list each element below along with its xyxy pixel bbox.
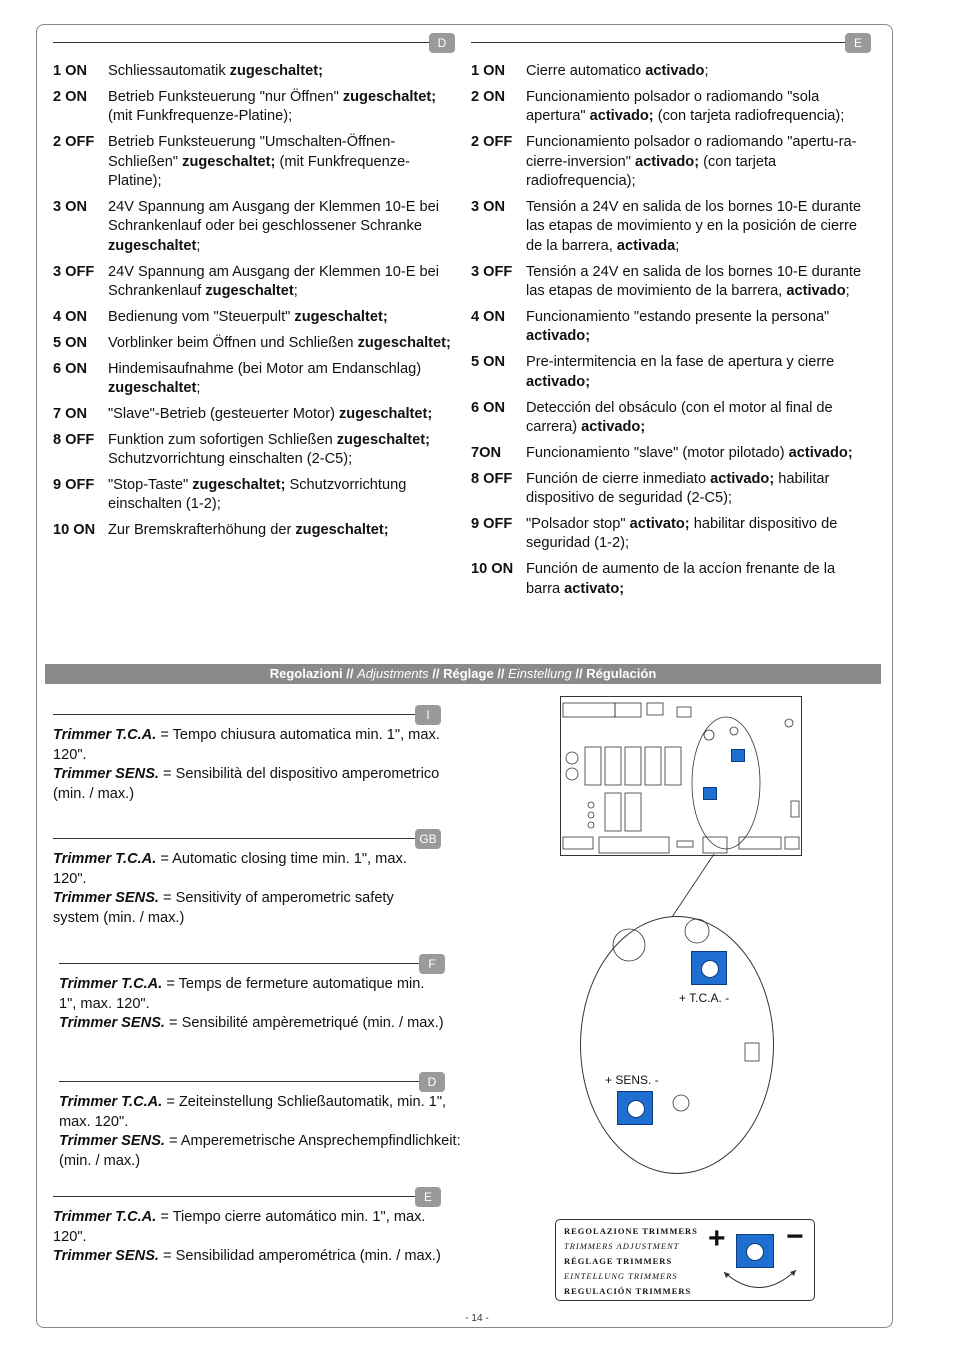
section-header-bar [45, 664, 881, 684]
setting-entry [471, 263, 871, 302]
sens-label: + SENS. - [605, 1073, 659, 1087]
switch-description: Función de aumento de la accíon frenante de la barra activato; [526, 561, 836, 597]
trimmer-block-it [53, 708, 441, 804]
switch-key: 4 ON [471, 308, 506, 325]
switch-description: Funcionamiento "slave" (motor pilotado) activado; [526, 444, 853, 461]
switch-description: 24V Spannung am Ausgang der Klemmen 10-E bei Schrankenlauf zugeschaltet; [108, 263, 440, 300]
plus-sign: + [708, 1222, 726, 1255]
switch-description: Betrieb Funksteuerung "nur Öffnen" zugeschaltet; (mit Funkfrequenze-Platine); [108, 88, 437, 125]
switch-key: 1 ON [53, 63, 88, 79]
trimmer-tca-text: Trimmer T.C.A. = Tiempo cierre automático min. 1", max. 120". [53, 1209, 426, 1245]
bar-text-1: Regolazioni // [269, 666, 358, 681]
switch-description: Schliessautomatik zugeschaltet; [108, 63, 323, 79]
switch-key: 6 ON [471, 399, 506, 416]
switch-description: Zur Bremskrafterhöhung der zugeschaltet; [108, 522, 389, 539]
switch-key: 5 ON [53, 334, 88, 351]
tca-trimmer [691, 951, 727, 985]
trimmer-block-gb [53, 832, 441, 928]
rotation-arrow-icon [720, 1264, 802, 1298]
sens-trimmer [617, 1091, 653, 1125]
section-rule [53, 36, 455, 56]
setting-entry [471, 353, 871, 392]
switch-description: "Polsador stop" activato; habilitar dispositivo de seguridad (1-2); [526, 515, 838, 552]
switch-key: 5 ON [471, 354, 506, 371]
trimmer-tca-text: Trimmer T.C.A. = Tempo chiusura automatica min. 1", max. 120". [53, 727, 440, 763]
trimmer-zoom-detail [580, 916, 774, 1174]
switch-description: 24V Spannung am Ausgang der Klemmen 10-E bei Schrankenlauf oder bei geschlossener Schranke zugeschaltet; [108, 198, 440, 254]
switch-key: 3 OFF [471, 263, 513, 280]
trimmer-sens-text: Trimmer SENS. = Sensitivity of amperometric safety system (min. / max.) [53, 890, 394, 926]
language-tag: D [419, 1072, 445, 1092]
switch-description: Vorblinker beim Öffnen und Schließen zugeschaltet; [108, 334, 451, 351]
setting-entry [53, 360, 455, 399]
switch-key: 3 ON [53, 198, 88, 215]
bar-text-4: Einstellung [508, 666, 572, 681]
board-drawing [561, 697, 803, 857]
trimmer-tca-text: Trimmer T.C.A. = Automatic closing time min. 1", max. 120". [53, 851, 407, 887]
entry-list [471, 62, 871, 599]
entry-list [53, 62, 455, 541]
legend-line: REGOLAZIONE TRIMMERS [564, 1226, 698, 1236]
bar-text-3: // Réglage // [428, 666, 509, 681]
switch-key: 9 OFF [471, 515, 513, 532]
trimmer-sens-text: Trimmer SENS. = Amperemetrische Ansprechempfindlichkeit: (min. / max.) [59, 1133, 461, 1169]
setting-entry [53, 308, 455, 328]
legend-trimmer [736, 1234, 774, 1268]
setting-entry [471, 62, 871, 82]
switch-key: 3 OFF [53, 263, 95, 280]
switch-key: 8 OFF [471, 470, 513, 487]
bar-text-2: Adjustments [357, 666, 429, 681]
language-tag: GB [415, 829, 441, 849]
section-rule [59, 957, 445, 975]
section-rule [59, 1075, 445, 1093]
legend-lines [564, 1224, 698, 1299]
switch-description: Funktion zum sofortigen Schließen zugeschaltet; Schutzvorrichtung einschalten (2-C5); [108, 431, 431, 468]
switch-description: Función de cierre inmediato activado; habilitar dispositivo de seguridad (2-C5); [526, 470, 830, 507]
trimmer-tca-text: Trimmer T.C.A. = Zeiteinstellung Schließautomatik, min. 1", max. 120". [59, 1094, 447, 1130]
legend-line: TRIMMERS ADJUSTMENT [564, 1241, 680, 1251]
bar-text-5: // Régulación [571, 666, 657, 681]
language-tag: D [429, 33, 455, 53]
switch-description: Betrieb Funksteuerung "Umschalten-Öffnen-Schließen" zugeschaltet; (mit Funkfrequenze-Platine); [108, 134, 411, 190]
trimmer-block-fr [59, 957, 445, 1034]
setting-entry [53, 62, 455, 82]
switch-description: Hindemisaufnahme (bei Motor am Endanschlag) zugeschaltet; [108, 360, 422, 397]
switch-description: Tensión a 24V en salida de los bornes 10-E durante las etapas de movimiento y en la posición de cierre de la barrera, activada; [526, 198, 862, 254]
switch-key: 10 ON [53, 522, 96, 539]
switch-key: 8 OFF [53, 431, 95, 448]
legend-line: REGULACIÓN TRIMMERS [564, 1286, 692, 1296]
language-tag: E [415, 1187, 441, 1207]
tca-label: + T.C.A. - [679, 991, 730, 1005]
section-rule [471, 36, 871, 56]
language-tag: I [415, 705, 441, 725]
section-rule [53, 1190, 441, 1208]
trimmer-legend-box [555, 1219, 815, 1301]
page-number: - 14 - [465, 1313, 489, 1324]
trimmer-tca-text: Trimmer T.C.A. = Temps de fermeture automatique min. 1", max. 120". [59, 976, 425, 1012]
switch-key: 1 ON [471, 63, 506, 79]
switch-description: Detección del obsáculo (con el motor al final de carrera) activado; [526, 399, 833, 436]
legend-line: EINTELLUNG TRIMMERS [564, 1271, 678, 1281]
trimmer-sens-text: Trimmer SENS. = Sensibilité ampèremetriqué (min. / max.) [59, 1015, 444, 1031]
language-tag: E [845, 33, 871, 53]
switch-key: 2 ON [471, 88, 506, 105]
setting-entry [471, 308, 871, 347]
setting-entry [471, 560, 871, 599]
switch-key: 2 ON [53, 88, 88, 105]
minus-sign: − [786, 1220, 804, 1253]
trimmer-sens-text: Trimmer SENS. = Sensibilidad amperométrica (min. / max.) [53, 1248, 441, 1264]
switch-description: Funcionamiento polsador o radiomando "sola apertura" activado; (con tarjeta radiofrequencia); [526, 88, 845, 125]
setting-entry [53, 198, 455, 257]
trimmer-block-es [53, 1190, 441, 1267]
switch-key: 7ON [471, 444, 502, 461]
sens-trimmer-small [703, 787, 717, 800]
setting-entry [471, 444, 871, 464]
zoom-drawing [581, 917, 775, 1175]
setting-entry [53, 133, 455, 192]
setting-entry [53, 405, 455, 425]
switch-description: Funcionamiento polsador o radiomando "apertu-ra-cierre-inversion" activado; (con tarjeta radiofrequencia); [526, 134, 857, 190]
dip-switch-list-es [471, 36, 871, 606]
section-rule [53, 708, 441, 726]
setting-entry [53, 431, 455, 470]
switch-description: Cierre automatico activado; [526, 63, 709, 79]
switch-key: 3 ON [471, 198, 506, 215]
dip-switch-list-de [53, 36, 455, 547]
setting-entry [471, 470, 871, 509]
setting-entry [53, 334, 455, 354]
section-rule [53, 832, 441, 850]
language-tag: F [419, 954, 445, 974]
switch-key: 9 OFF [53, 476, 95, 493]
switch-description: Funcionamiento "estando presente la persona" activado; [526, 308, 830, 345]
setting-entry [53, 88, 455, 127]
setting-entry [53, 263, 455, 302]
setting-entry [471, 133, 871, 192]
switch-description: "Slave"-Betrieb (gesteuerter Motor) zugeschaltet; [108, 405, 433, 422]
setting-entry [471, 198, 871, 257]
zoom-connector-line [660, 852, 720, 924]
setting-entry [53, 521, 455, 541]
switch-description: Bedienung vom "Steuerpult" zugeschaltet; [108, 308, 388, 325]
switch-key: 2 OFF [53, 134, 95, 151]
setting-entry [471, 515, 871, 554]
control-board-diagram [560, 696, 802, 856]
switch-key: 2 OFF [471, 134, 513, 151]
setting-entry [53, 476, 455, 515]
switch-key: 4 ON [53, 308, 88, 325]
trimmer-block-de [59, 1075, 463, 1171]
switch-key: 10 ON [471, 561, 514, 578]
trimmer-sens-text: Trimmer SENS. = Sensibilità del dispositivo amperometrico (min. / max.) [53, 766, 440, 802]
switch-key: 7 ON [53, 405, 88, 422]
switch-description: "Stop-Taste" zugeschaltet; Schutzvorrichtung einschalten (1-2); [108, 476, 407, 513]
setting-entry [471, 88, 871, 127]
switch-description: Tensión a 24V en salida de los bornes 10-E durante las etapas de movimiento de la barrera, activado; [526, 263, 862, 300]
switch-description: Pre-intermitencia en la fase de apertura y cierre activado; [526, 354, 835, 390]
tca-trimmer-small [731, 749, 745, 762]
legend-line: RÉGLAGE TRIMMERS [564, 1256, 673, 1266]
setting-entry [471, 399, 871, 438]
switch-key: 6 ON [53, 360, 88, 377]
